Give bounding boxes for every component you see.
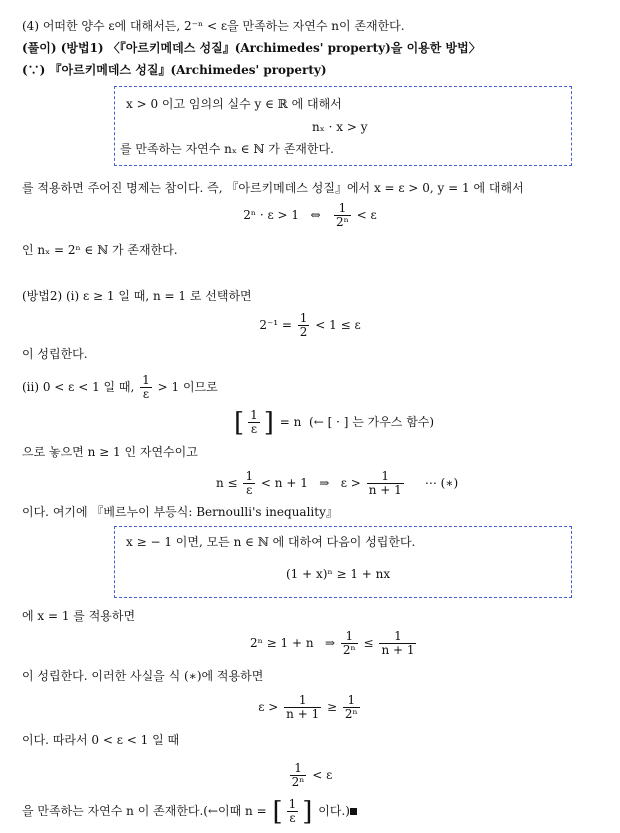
eq1-rel: < ε: [356, 208, 377, 222]
eq4-rel: ≤: [363, 636, 374, 650]
eq4-fraction-2: [379, 630, 416, 657]
solution-heading: (풀이) (방법1) 〈『아르키메데스 성질』(Archimedes' property)을 이용한 방법〉: [22, 41, 481, 55]
put-line: 으로 놓으면 n ≥ 1 인 자연수이고: [22, 445, 198, 459]
case2-den: ε: [142, 387, 150, 401]
case2-prefix: (ii) 0 < ε < 1 일 때,: [22, 380, 135, 394]
method2-line: (방법2) (i) ε ≥ 1 일 때, n = 1 로 선택하면: [22, 289, 252, 303]
eq1-num: 1: [334, 202, 351, 216]
equation-4: [250, 630, 418, 657]
eq5-num1: 1: [284, 694, 321, 708]
eq2-den: 2: [299, 325, 308, 339]
gauss-bracket-right: ]: [263, 407, 274, 438]
archimedes-line-2: nₓ · x > y: [312, 120, 368, 134]
eq2-num: 1: [299, 311, 308, 325]
equation-3: [216, 470, 458, 497]
apply-star-line: 이 성립한다. 이러한 사실을 식 (∗)에 적용하면: [22, 669, 264, 683]
eq3-tag: ⋯ (∗): [424, 476, 459, 490]
gauss-num: 1: [250, 408, 258, 422]
archimedes-line-1: x > 0 이고 임의의 실수 y ∈ ℝ 에 대해서: [126, 97, 342, 111]
eq4-left: 2ⁿ ≥ 1 + n ⇒: [250, 636, 336, 650]
eq2-left: 2⁻¹ =: [259, 318, 292, 332]
case2-suffix: > 1 이므로: [157, 380, 218, 394]
eq6-num: 1: [290, 762, 307, 776]
final-line: [22, 798, 357, 825]
exist-line: 인 nₓ = 2ⁿ ∈ ℕ 가 존재한다.: [22, 243, 178, 257]
bernoulli-intro: 이다. 여기에 『베르누이 부등식: Bernoulli's inequality』: [22, 505, 338, 519]
equation-1: [0, 202, 620, 229]
eq3-num2: 1: [367, 470, 404, 484]
eq6-fraction: [290, 762, 307, 789]
apply-line: 를 적용하면 주어진 명제는 참이다. 즉, 『아르키메데스 성질』에서 x = ε > 0, y = 1 에 대해서: [22, 181, 524, 195]
gauss-fraction: [248, 409, 260, 436]
bernoulli-line-2: (1 + x)ⁿ ≥ 1 + nx: [286, 567, 391, 581]
final-den: ε: [289, 811, 296, 825]
eq5-den1: n + 1: [286, 707, 320, 721]
eq5-left: ε >: [258, 700, 279, 714]
eq5-fraction-1: [284, 694, 321, 721]
eq3-den2: n + 1: [368, 483, 402, 497]
case2-fraction: [140, 374, 152, 401]
eq4-num2: 1: [379, 630, 416, 644]
eq4-den1: 2ⁿ: [342, 643, 356, 657]
final-bracket-right: ]: [302, 796, 313, 827]
eq5-num2: 1: [343, 694, 360, 708]
equation-2: [0, 312, 620, 339]
eq5-fraction-2: [343, 694, 360, 721]
archimedes-line-3: 를 만족하는 자연수 nₓ ∈ ℕ 가 존재한다.: [120, 142, 334, 156]
bernoulli-line-1: x ≥ − 1 이면, 모든 n ∈ ℕ 에 대하여 다음이 성립한다.: [126, 535, 416, 549]
case2-num: 1: [142, 373, 150, 387]
eq1-den: 2ⁿ: [336, 215, 349, 229]
final-bracket-left: [: [272, 796, 283, 827]
apply-x1-line: 에 x = 1 를 적용하면: [22, 609, 136, 623]
final-prefix: 을 만족하는 자연수 n 이 존재한다.(←이때 n =: [22, 804, 267, 818]
eq2-fraction: [298, 312, 310, 339]
qed-square-icon: [350, 808, 357, 815]
equation-5: [0, 694, 620, 721]
therefore-line: 이다. 따라서 0 < ε < 1 일 때: [22, 733, 180, 747]
eq6-den: 2ⁿ: [291, 775, 305, 789]
gauss-rhs: = n: [279, 415, 302, 429]
eq3-mid: < n + 1 ⇒ ε >: [260, 476, 361, 490]
problem-statement: (4) 어떠한 양수 ε에 대해서든, 2⁻ⁿ < ε을 만족하는 자연수 n이 존재한다.: [22, 19, 405, 33]
eq1-fraction: [334, 202, 351, 229]
eq3-den1: ε: [246, 483, 253, 497]
because-heading: (∵) 『아르키메데스 성질』(Archimedes' property): [22, 63, 327, 77]
eq4-den2: n + 1: [381, 643, 415, 657]
eq4-num1: 1: [341, 630, 358, 644]
case2-line: [22, 374, 218, 401]
eq6-rel: < ε: [312, 768, 333, 782]
eq3-num1: 1: [245, 469, 254, 483]
eq1-iff: ⇔: [310, 208, 321, 222]
eq1-left: 2ⁿ · ε > 1: [243, 208, 300, 222]
eq2-rel: < 1 ≤ ε: [315, 318, 361, 332]
gauss-equation: [232, 409, 434, 436]
final-num: 1: [288, 797, 297, 811]
holds-line-1: 이 성립한다.: [22, 347, 88, 361]
equation-6: [0, 762, 620, 789]
eq5-rel: ≥: [327, 700, 338, 714]
eq5-den2: 2ⁿ: [344, 707, 358, 721]
final-fraction: [287, 798, 299, 825]
eq4-fraction-1: [341, 630, 358, 657]
gauss-note: (← [ · ] 는 가우스 함수): [309, 415, 435, 429]
gauss-den: ε: [250, 422, 258, 436]
gauss-bracket-left: [: [234, 407, 245, 438]
eq3-fraction-2: [367, 470, 404, 497]
final-suffix: 이다.): [318, 804, 350, 818]
eq3-left: n ≤: [216, 476, 238, 490]
eq3-fraction-1: [243, 470, 255, 497]
